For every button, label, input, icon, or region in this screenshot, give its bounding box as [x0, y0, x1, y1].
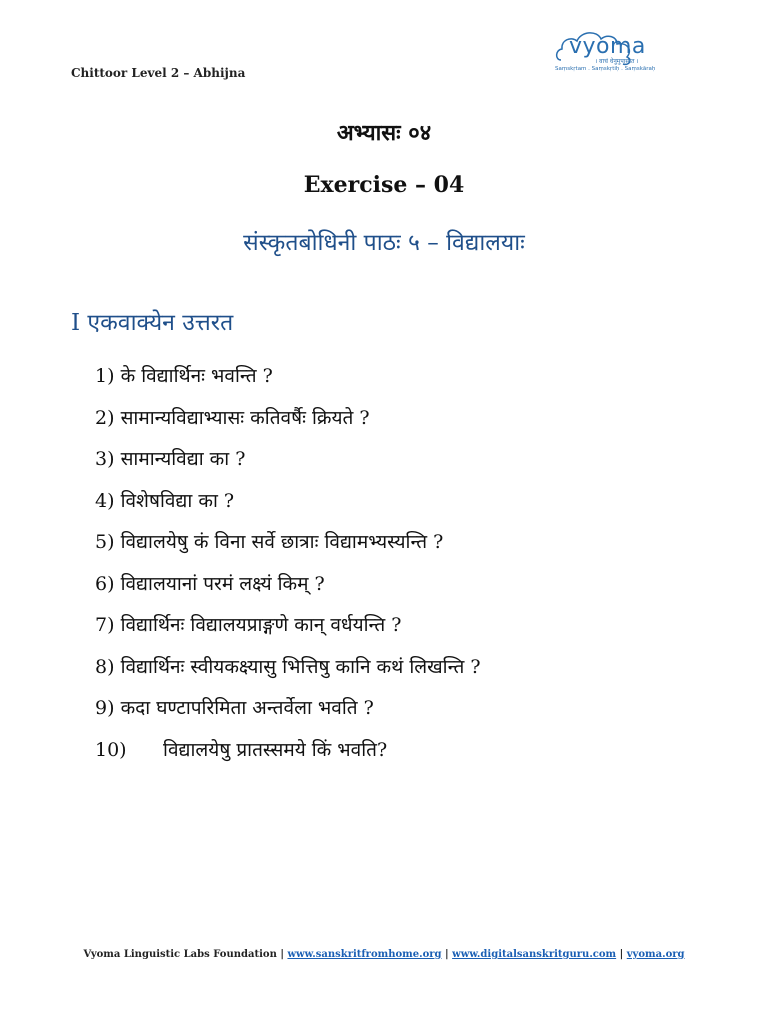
question-number: 4)	[95, 489, 115, 512]
question-number: 1)	[95, 365, 115, 387]
vyoma-logo	[553, 26, 663, 80]
question-number: 10)	[95, 738, 127, 761]
logo-name: vyoma	[569, 34, 646, 59]
question-text: सामान्यविद्याभ्यासः कतिवर्षैः क्रियते ?	[120, 406, 370, 429]
list-item	[95, 694, 481, 736]
question-text: सामान्यविद्या का ?	[120, 448, 246, 470]
footer-separator: |	[441, 949, 453, 960]
footer-link-digitalsanskritguru[interactable]: www.digitalsanskritguru.com	[452, 949, 617, 960]
list-item	[95, 611, 481, 653]
footer-link-sanskritfromhome[interactable]: www.sanskritfromhome.org	[287, 949, 442, 960]
logo-subtitle: । वाचं धेनुमुपासीत ।	[595, 58, 639, 65]
list-item	[95, 404, 481, 446]
footer-separator: |	[276, 949, 288, 960]
list-item	[95, 570, 481, 612]
question-text: विद्यालयेषु प्रातस्समये किं भवति?	[163, 738, 388, 761]
question-text: कदा घण्टापरिमिता अन्तर्वेला भवति ?	[120, 697, 374, 719]
question-number: 9)	[95, 697, 115, 719]
question-text: विद्यार्थिनः स्वीयकक्ष्यासु भित्तिषु कानि कथं लिखन्ति ?	[120, 655, 481, 678]
question-number: 5)	[95, 531, 115, 553]
list-item	[95, 528, 481, 570]
exercise-title-sanskrit: अभ्यासः ०४	[336, 120, 432, 146]
page-footer	[0, 949, 768, 960]
question-list	[95, 362, 481, 777]
question-text: विद्यालयानां परमं लक्ष्यं किम् ?	[120, 572, 325, 595]
footer-org: Vyoma Linguistic Labs Foundation	[83, 949, 277, 960]
list-item	[95, 487, 481, 529]
question-text: विशेषविद्या का ?	[120, 489, 235, 512]
question-text: के विद्यार्थिनः भवन्ति ?	[120, 365, 273, 387]
exercise-title-english: Exercise – 04	[303, 172, 465, 198]
list-item	[95, 736, 481, 778]
list-item	[95, 362, 481, 404]
section-heading: I एकवाक्येन उत्तरत	[71, 310, 234, 336]
footer-separator: |	[616, 949, 627, 960]
question-number: 6)	[95, 572, 115, 595]
list-item	[95, 653, 481, 695]
logo-tagline: Saṃskṛtam . Saṃskṛtiḥ . Saṃskāraḥ	[555, 66, 656, 72]
question-text: विद्यार्थिनः विद्यालयप्राङ्गणे कान् वर्धयन्ति ?	[120, 614, 402, 636]
footer-link-vyoma[interactable]: vyoma.org	[626, 949, 685, 960]
question-number: 2)	[95, 406, 115, 429]
list-item	[95, 445, 481, 487]
question-number: 7)	[95, 614, 115, 636]
question-number: 3)	[95, 448, 115, 470]
lesson-title: संस्कृतबोधिनी पाठः ५ – विद्यालयाः	[243, 230, 525, 256]
header-title: Chittoor Level 2 – Abhijna	[71, 66, 246, 80]
question-number: 8)	[95, 655, 115, 678]
question-text: विद्यालयेषु कं विना सर्वे छात्राः विद्यामभ्यस्यन्ति ?	[120, 531, 444, 553]
